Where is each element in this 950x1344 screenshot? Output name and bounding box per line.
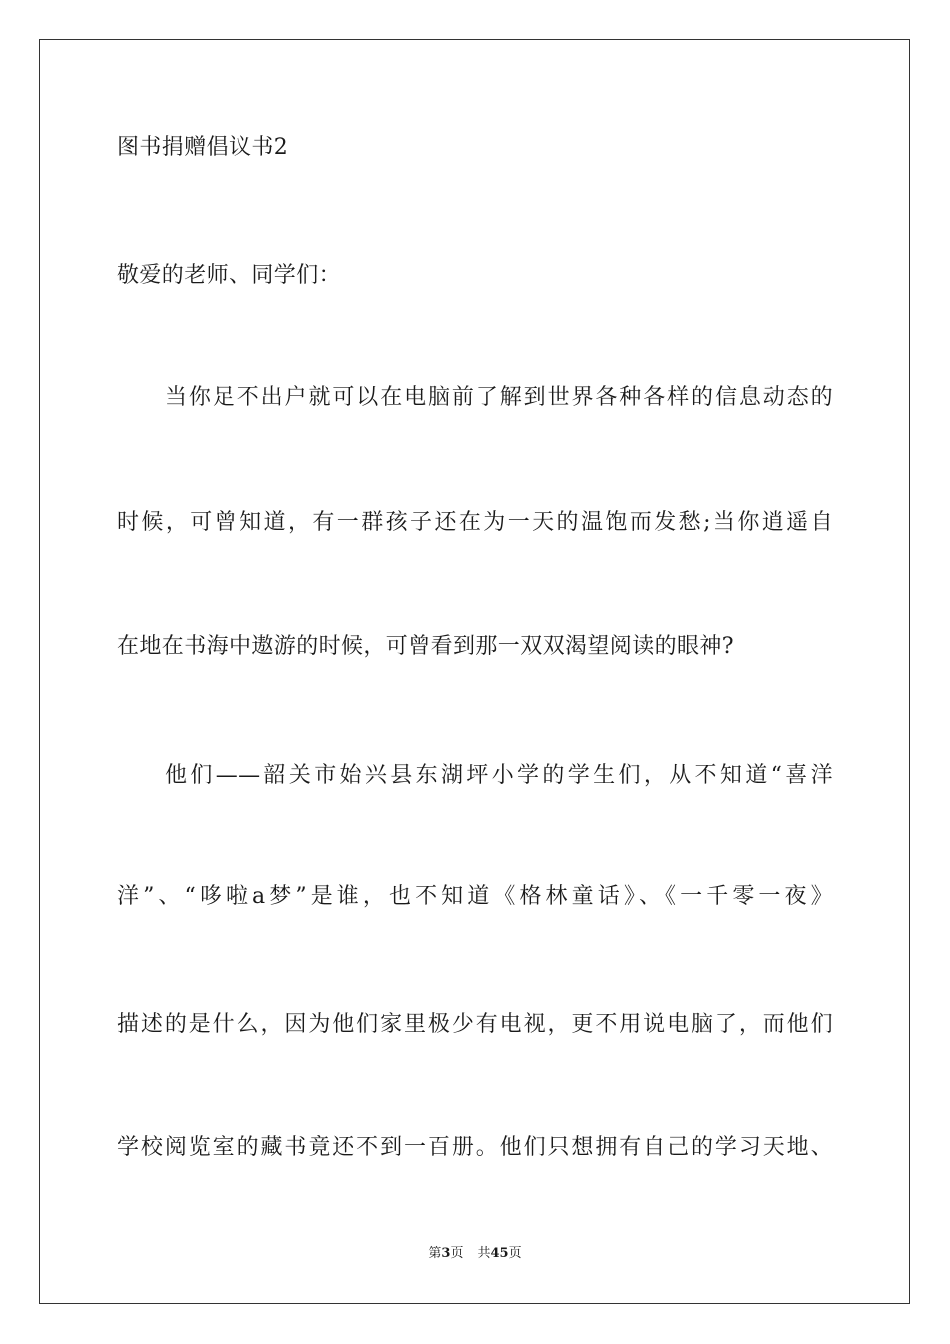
page-suffix: 页 bbox=[450, 1246, 464, 1261]
total-prefix: 共 bbox=[477, 1246, 491, 1261]
paragraph-line-1: 当你足不出户就可以在电脑前了解到世界各种各样的信息动态的 bbox=[165, 385, 833, 410]
paragraph-line-6: 描述的是什么，因为他们家里极少有电视，更不用说电脑了，而他们 bbox=[117, 1012, 833, 1037]
paragraph-line-2: 时候，可曾知道，有一群孩子还在为一天的温饱而发愁;当你逍遥自 bbox=[117, 510, 833, 535]
paragraph-line-3: 在地在书海中遨游的时候，可曾看到那一双双渴望阅读的眼神? bbox=[117, 634, 734, 659]
total-pages-number: 45 bbox=[490, 1246, 509, 1261]
page-frame bbox=[39, 39, 910, 1304]
current-page-number: 3 bbox=[441, 1246, 451, 1261]
page-prefix: 第 bbox=[428, 1246, 442, 1261]
salutation: 敬爱的老师、同学们： bbox=[117, 263, 342, 288]
paragraph-line-7: 学校阅览室的藏书竟还不到一百册。他们只想拥有自己的学习天地、 bbox=[117, 1135, 833, 1160]
total-suffix: 页 bbox=[508, 1246, 522, 1261]
paragraph-line-5: 洋”、“哆啦a梦”是谁，也不知道《格林童话》、《一千零一夜》 bbox=[117, 884, 833, 909]
document-title: 图书捐赠倡议书2 bbox=[117, 135, 289, 160]
paragraph-line-4: 他们——韶关市始兴县东湖坪小学的学生们，从不知道“喜洋 bbox=[165, 763, 833, 788]
page-footer bbox=[0, 1245, 950, 1263]
